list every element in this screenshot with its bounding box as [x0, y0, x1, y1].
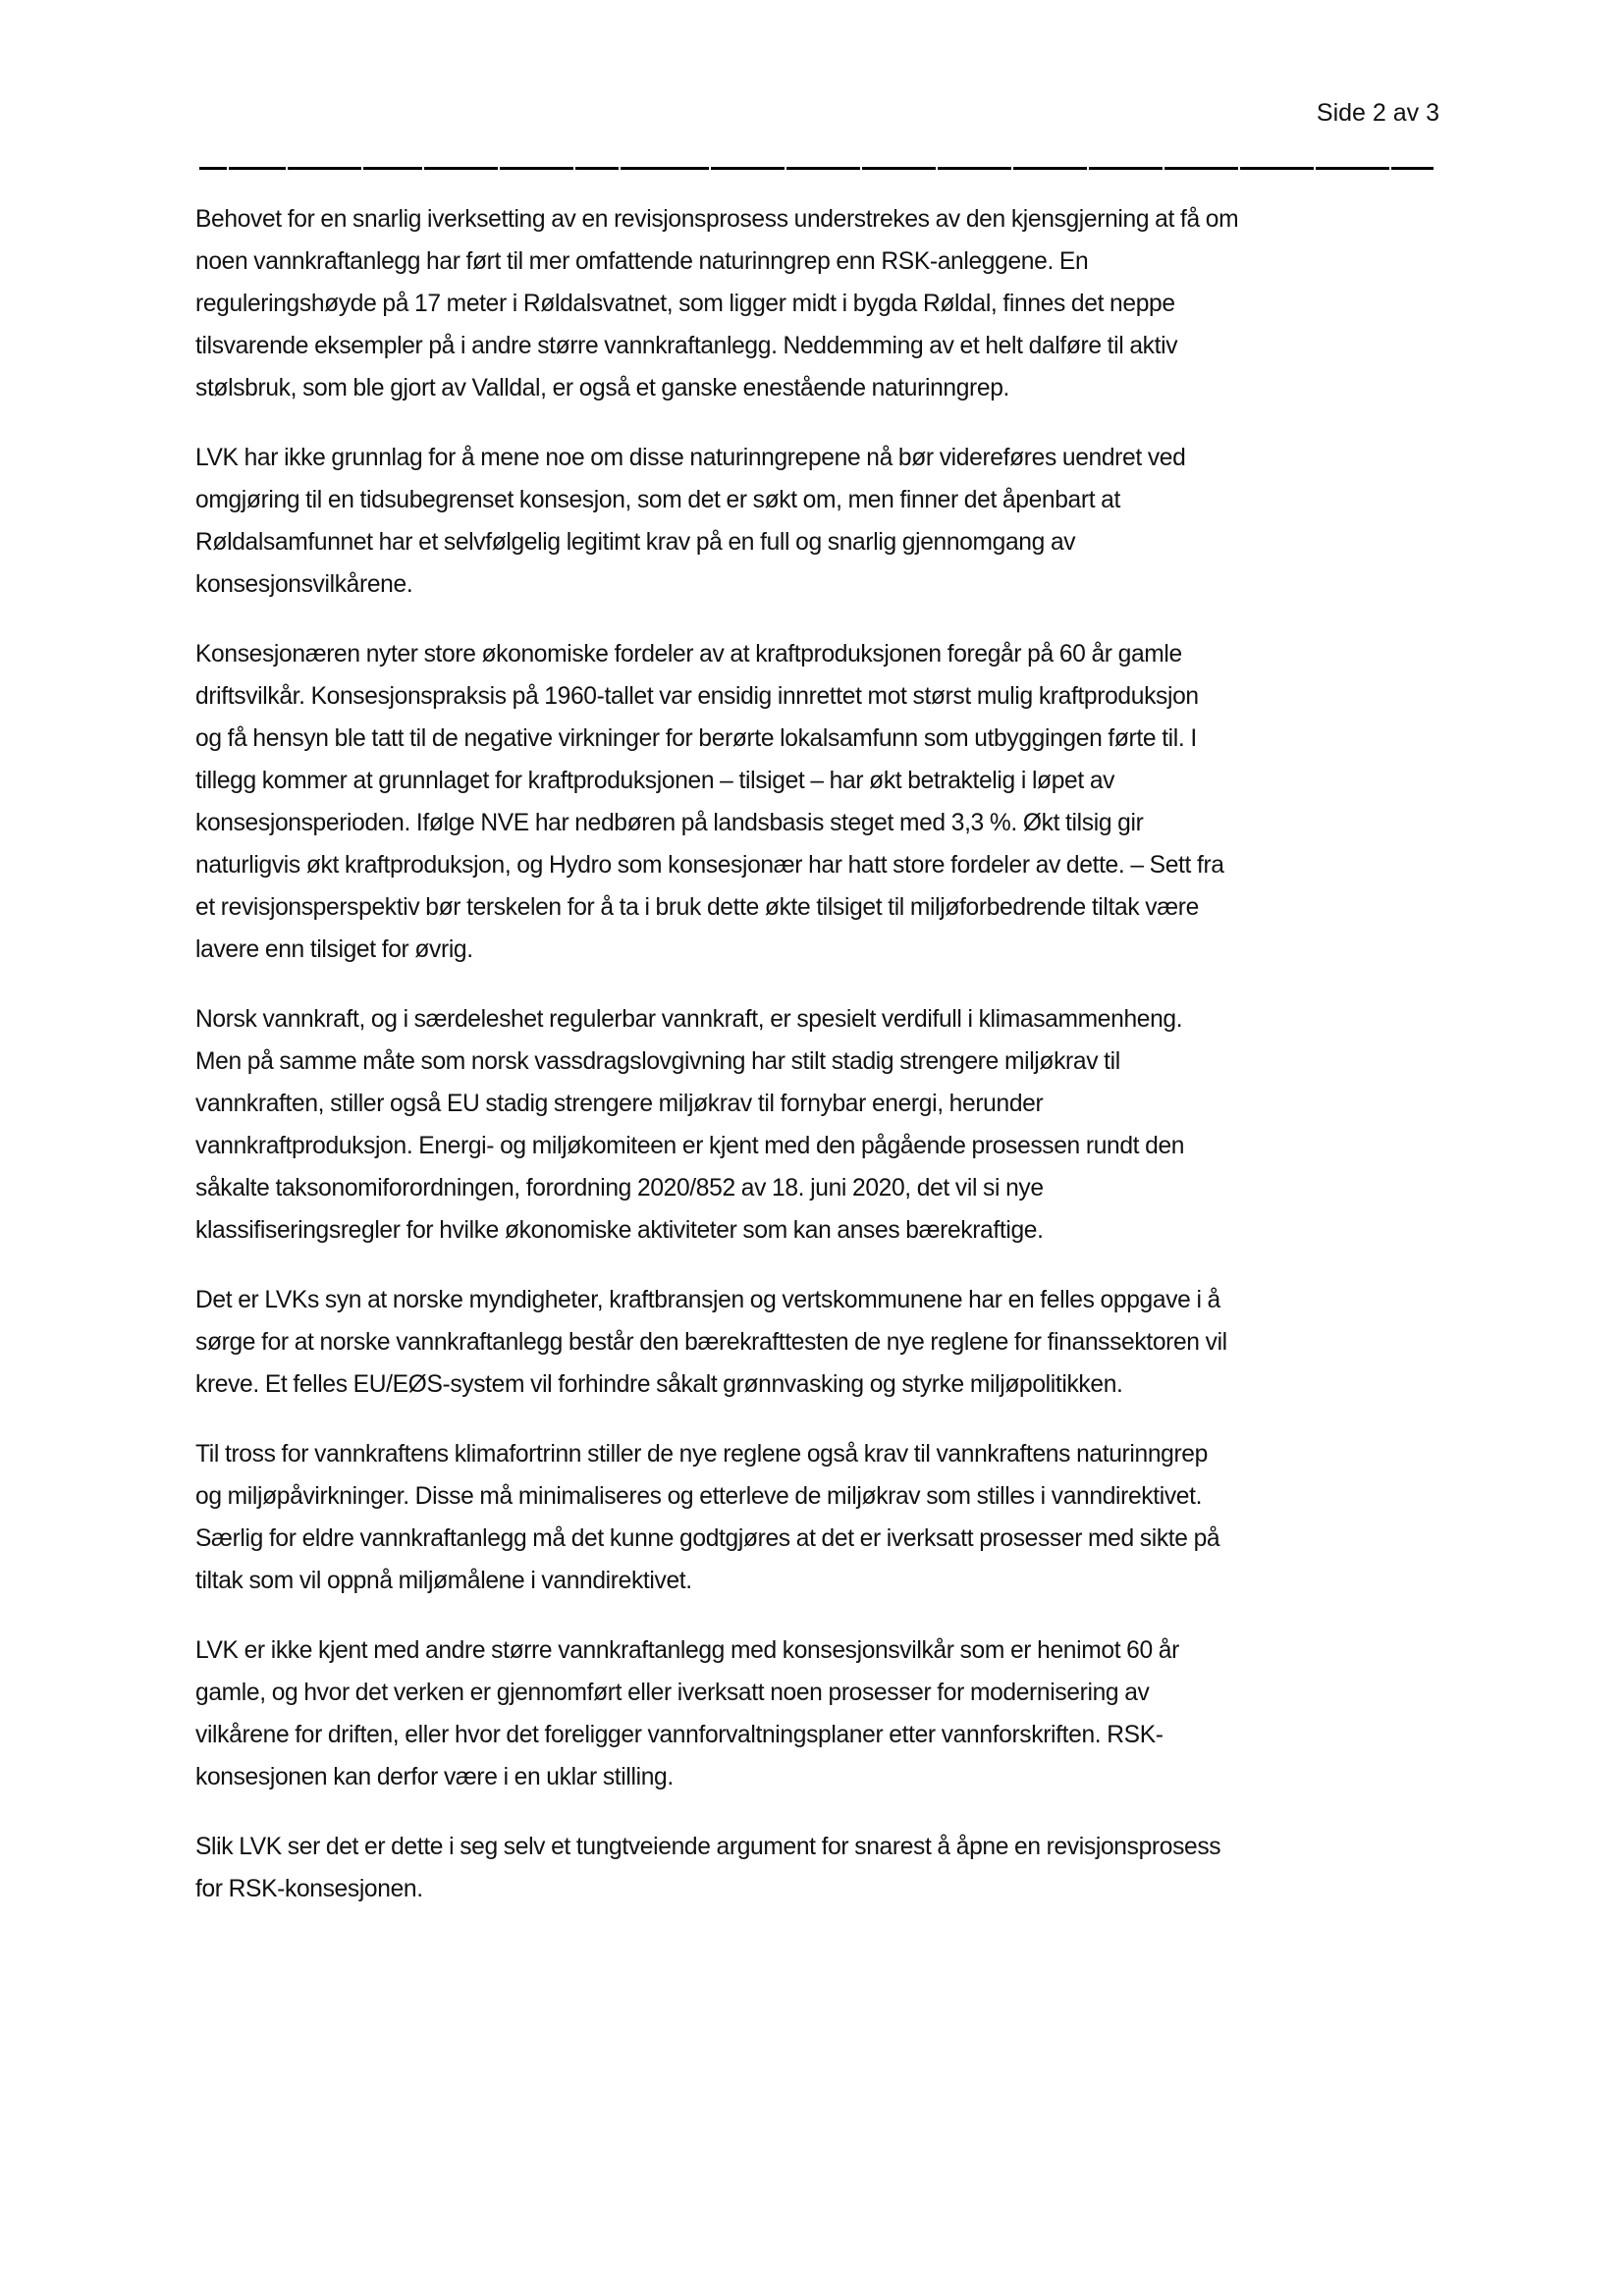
text-line: Særlig for eldre vannkraftanlegg må det kunne godtgjøres at det er iverksatt prosesser med sikte på: [195, 1525, 1220, 1552]
text-line: noen vannkraftanlegg har ført til mer omfattende naturinngrep enn RSK-anleggene. En: [195, 248, 1089, 275]
text-line: og miljøpåvirkninger. Disse må minimaliseres og etterleve de miljøkrav som stilles i vanndirektivet.: [195, 1483, 1203, 1510]
text-line: vilkårene for driften, eller hvor det foreligger vannforvaltningsplaner etter vannforskriften. RSK-: [195, 1722, 1164, 1748]
paragraph-shared-task: [195, 1279, 1442, 1406]
text-line: tiltak som vil oppnå miljømålene i vanndirektivet.: [195, 1568, 692, 1594]
text-line: Til tross for vannkraftens klimafortrinn stiller de nye reglene også krav til vannkraftens naturinngrep: [195, 1441, 1208, 1468]
text-line: LVK er ikke kjent med andre større vannkraftanlegg med konsesjonsvilkår som er henimot 60 år: [195, 1637, 1179, 1664]
text-line: Røldalsamfunnet har et selvfølgelig legitimt krav på en full og snarlig gjennomgang av: [195, 529, 1076, 556]
text-line: naturligvis økt kraftproduksjon, og Hydro som konsesjonær har hatt store fordeler av dette. – Sett fra: [195, 852, 1224, 879]
text-line: Det er LVKs syn at norske myndigheter, kraftbransjen og vertskommunene har en felles oppgave i å: [195, 1287, 1220, 1313]
text-line: driftsvilkår. Konsesjonspraksis på 1960-tallet var ensidig innrettet mot størst mulig kraftproduksjon: [195, 683, 1199, 710]
text-line: gamle, og hvor det verken er gjennomført eller iverksatt noen prosesser for modernisering av: [195, 1680, 1150, 1706]
text-line: konsesjonsperioden. Ifølge NVE har nedbøren på landsbasis steget med 3,3 %. Økt tilsig gir: [195, 810, 1144, 836]
header-divider-rule: [199, 165, 1434, 167]
text-line: Behovet for en snarlig iverksetting av en revisjonsprosess understrekes av den kjensgjerning at få om: [195, 206, 1239, 233]
text-line: omgjøring til en tidsubegrenset konsesjon, som det er søkt om, men finner det åpenbart at: [195, 487, 1120, 513]
text-line: LVK har ikke grunnlag for å mene noe om disse naturinngrepene nå bør videreføres uendret ved: [195, 445, 1186, 471]
text-line: tillegg kommer at grunnlaget for kraftproduksjonen – tilsiget – har økt betraktelig i løpet av: [195, 768, 1115, 794]
text-line: kreve. Et felles EU/EØS-system vil forhindre såkalt grønnvasking og styrke miljøpolitikken.: [195, 1371, 1123, 1398]
text-line: Norsk vannkraft, og i særdeleshet regulerbar vannkraft, er spesielt verdifull i klimasammenheng.: [195, 1006, 1183, 1033]
text-line: stølsbruk, som ble gjort av Valldal, er også et ganske enestående naturinngrep.: [195, 375, 1010, 401]
text-line: et revisjonsperspektiv bør terskelen for å ta i bruk dette økte tilsiget til miljøforbedrende tiltak være: [195, 894, 1199, 921]
letter-body: [195, 198, 1442, 1938]
paragraph-conclusion: [195, 1826, 1442, 1910]
text-line: lavere enn tilsiget for øvrig.: [195, 936, 473, 963]
paragraph-economic-benefits: [195, 633, 1442, 971]
paragraph-revision-urgency: [195, 198, 1442, 409]
paragraph-unclear-status: [195, 1629, 1442, 1798]
text-line: konsesjonsvilkårene.: [195, 571, 413, 598]
paragraph-climate-advantage: [195, 1433, 1442, 1602]
text-line: vannkraftproduksjon. Energi- og miljøkomiteen er kjent med den pågående prosessen rundt den: [195, 1133, 1185, 1159]
text-line: Slik LVK ser det er dette i seg selv et tungtveiende argument for snarest å åpne en revisjonsprosess: [195, 1834, 1221, 1860]
text-line: klassifiseringsregler for hvilke økonomiske aktiviteter som kan anses bærekraftige.: [195, 1217, 1044, 1244]
text-line: såkalte taksonomiforordningen, forordning 2020/852 av 18. juni 2020, det vil si nye: [195, 1175, 1044, 1201]
text-line: vannkraften, stiller også EU stadig strengere miljøkrav til fornybar energi, herunder: [195, 1091, 1044, 1117]
text-line: for RSK-konsesjonen.: [195, 1876, 423, 1902]
text-line: konsesjonen kan derfor være i en uklar stilling.: [195, 1764, 674, 1790]
text-line: tilsvarende eksempler på i andre større vannkraftanlegg. Neddemming av et helt dalføre til aktiv: [195, 333, 1178, 359]
text-line: og få hensyn ble tatt til de negative virkninger for berørte lokalsamfunn som utbyggingen førte til. I: [195, 725, 1197, 752]
paragraph-norwegian-hydropower: [195, 998, 1442, 1252]
text-line: sørge for at norske vannkraftanlegg består den bærekrafttesten de nye reglene for finanssektoren vil: [195, 1329, 1227, 1356]
text-line: Konsesjonæren nyter store økonomiske fordeler av at kraftproduksjonen foregår på 60 år gamle: [195, 641, 1182, 667]
text-line: Men på samme måte som norsk vassdragslovgivning har stilt stadig strengere miljøkrav til: [195, 1048, 1120, 1075]
page-number-header: Side 2 av 3: [1316, 99, 1439, 127]
paragraph-lvk-position: [195, 437, 1442, 606]
text-line: reguleringshøyde på 17 meter i Røldalsvatnet, som ligger midt i bygda Røldal, finnes det neppe: [195, 291, 1175, 317]
